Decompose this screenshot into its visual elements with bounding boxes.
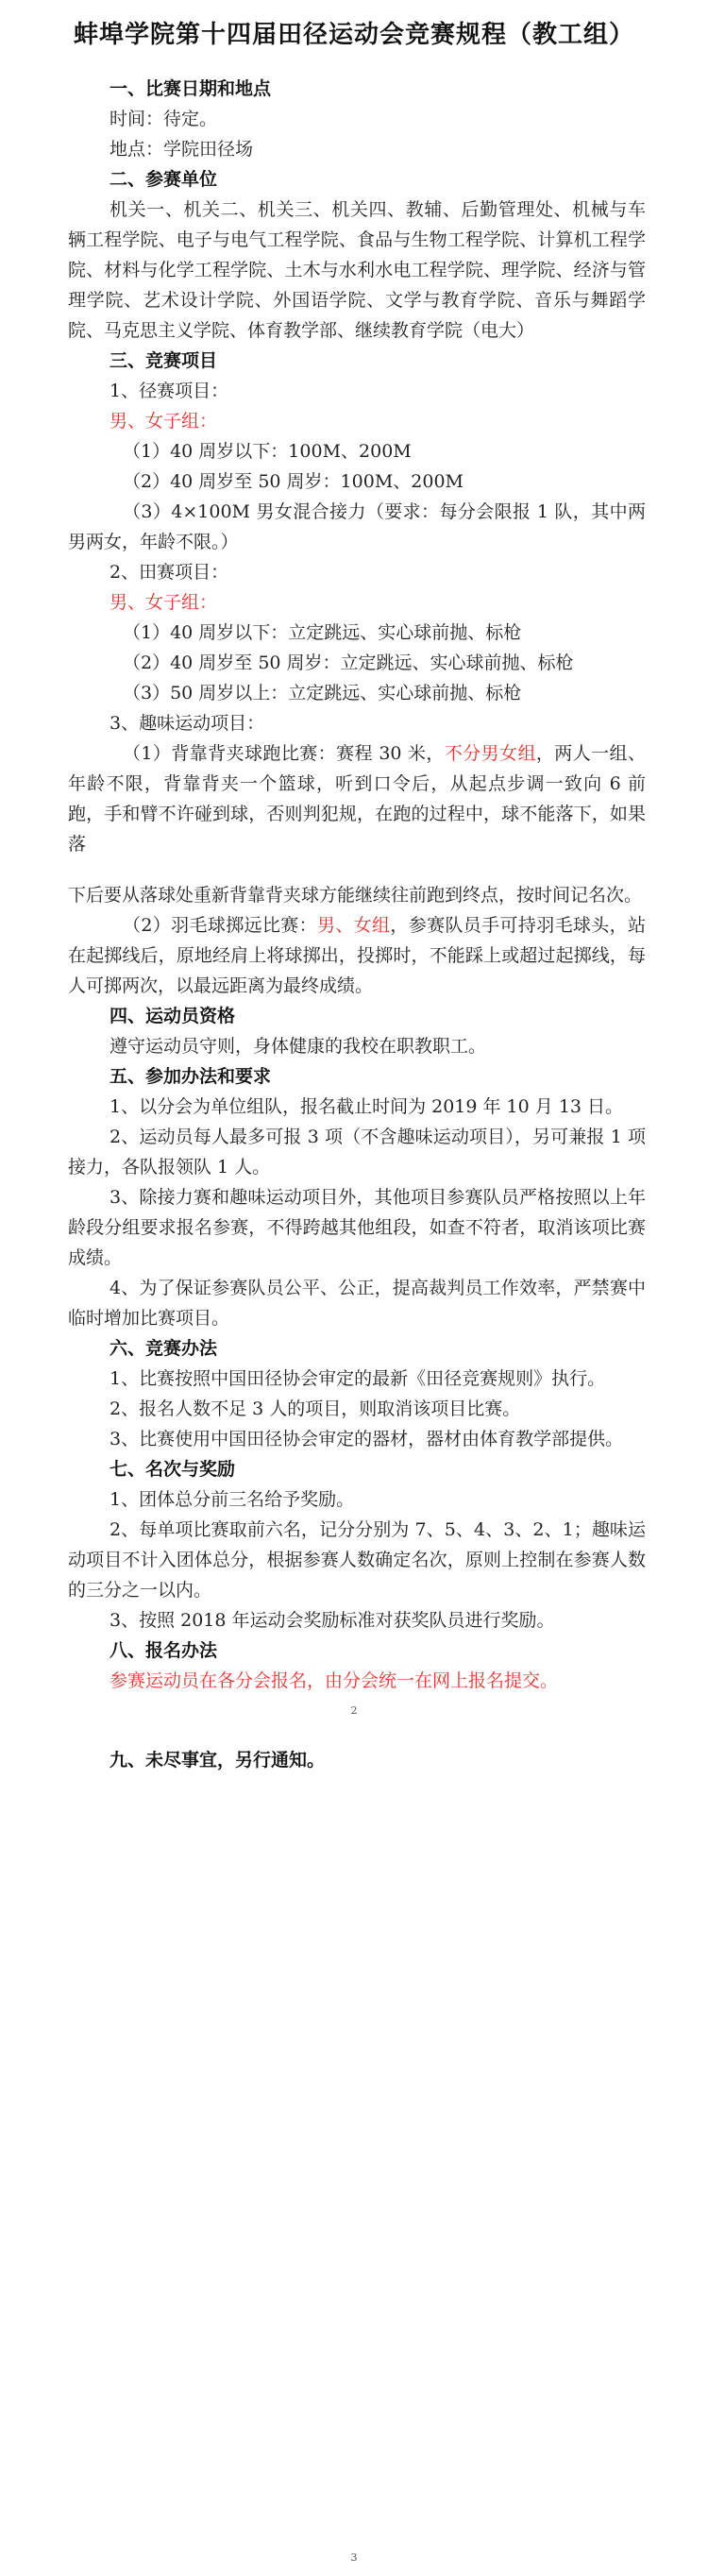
section-heading-signup: 八、报名办法 [110, 1640, 218, 1661]
fun-event-2-text: （2）羽毛球掷远比赛： [123, 915, 317, 936]
fun-event-1-text-cont: ，两人一组、年龄不限，背靠背夹一个篮球，听到口令后，从起点步调一致向 6 前跑，手和臂不许碰到球，否则判犯规，在跑的过程中，球不能落下，如果落 [68, 743, 646, 855]
field-group-label: 男、女子组： [110, 592, 218, 613]
track-events-title: 1、径赛项目： [110, 381, 229, 401]
fun-event-2-highlight: 男、女组 [316, 915, 391, 936]
method-item: 3、比赛使用中国田径协会审定的器材，器材由体育教学部提供。 [110, 1429, 624, 1449]
document-body [68, 74, 646, 1696]
field-item: （1）40 周岁以下：立定跳远、实心球前抛、标枪 [123, 622, 522, 643]
award-item: 2、每单项比赛取前六名，记分分别为 7、5、4、3、2、1；趣味运动项目不计入团体总分，根据参赛人数确定名次，原则上控制在参赛人数的三分之一以内。 [68, 1519, 646, 1601]
field-item: （2）40 周岁至 50 周岁：立定跳远、实心球前抛、标枪 [123, 652, 574, 673]
method-item: 1、比赛按照中国田径协会审定的最新《田径竞赛规则》执行。 [110, 1368, 606, 1389]
fun-event-1-highlight: 不分男女组 [444, 743, 536, 764]
document-title: 蚌埠学院第十四届田径运动会竞赛规程（教工组） [73, 21, 634, 49]
signup-text: 参赛运动员在各分会报名，由分会统一在网上报名提交。 [110, 1670, 559, 1691]
fun-events-title: 3、趣味运动项目： [110, 713, 265, 734]
participating-units: 机关一、机关二、机关三、机关四、教辅、后勤管理处、机械与车辆工程学院、电子与电气工程学院、食品与生物工程学院、计算机工程学院、材料与化学工程学院、土木与水利水电工程学院、理学院、经济与管理学院、艺术设计学院、外国语学院、文学与教育学院、音乐与舞蹈学院、马克思主义学院、体育教学部、继续教育学院（电大） [68, 199, 646, 341]
rule-item: 1、以分会为单位组队，报名截止时间为 2019 年 10 月 13 日。 [110, 1096, 624, 1117]
field-events-title: 2、田赛项目： [110, 562, 229, 583]
track-item: （1）40 周岁以下：100M、200M [123, 441, 412, 462]
rule-item: 3、除接力赛和趣味运动项目外，其他项目参赛队员严格按照以上年龄段分组要求报名参赛，不得跨越其他组段，如查不符者，取消该项比赛成绩。 [68, 1187, 646, 1268]
rule-item: 2、运动员每人最多可报 3 项（不含趣味运动项目），另可兼报 1 项接力，各队报领队 1 人。 [68, 1127, 646, 1178]
section-heading-units: 二、参赛单位 [110, 169, 218, 190]
track-group-label: 男、女子组： [110, 411, 218, 432]
section-heading-events: 三、竞赛项目 [110, 350, 218, 371]
rule-item: 4、为了保证参赛队员公平、公正，提高裁判员工作效率，严禁赛中临时增加比赛项目。 [68, 1278, 646, 1329]
page-number: 2 [350, 1704, 358, 1717]
section-heading-competition-method: 六、竞赛办法 [110, 1338, 218, 1359]
fun-event-1-continuation: 下后要从落球处重新背靠背夹球方能继续往前跑到终点，按时间记名次。 [68, 885, 643, 906]
fun-event-back-to-back [68, 738, 646, 859]
section-heading-registration-rules: 五、参加办法和要求 [110, 1066, 272, 1087]
method-item: 2、报名人数不足 3 人的项目，则取消该项目比赛。 [110, 1398, 521, 1419]
track-item: （2）40 周岁至 50 周岁：100M、200M [123, 471, 464, 492]
award-item: 1、团体总分前三名给予奖励。 [110, 1489, 355, 1510]
competition-time: 时间：待定。 [110, 109, 218, 129]
section-heading-awards: 七、名次与奖励 [110, 1459, 236, 1480]
field-item: （3）50 周岁以上：立定跳远、实心球前抛、标枪 [123, 683, 522, 703]
page-number: 3 [350, 2551, 358, 2564]
section-heading-dates: 一、比赛日期和地点 [110, 78, 272, 99]
award-item: 3、按照 2018 年运动会奖励标准对获奖队员进行奖励。 [110, 1610, 555, 1631]
fun-event-2-text-cont: ，参赛队员手可持羽毛球头，站在起掷线后，原地经肩上将球掷出，投掷时，不能踩上或超过起掷线，每人可掷两次，以最远距离为最终成绩。 [68, 915, 646, 996]
section-heading-eligibility: 四、运动员资格 [110, 1006, 236, 1026]
fun-event-1-text: （1）背靠背夹球跑比赛：赛程 30 米， [123, 743, 445, 764]
fun-event-badminton-throw [68, 910, 646, 1001]
section-heading-other-matters: 九、未尽事宜，另行通知。 [110, 1750, 326, 1771]
eligibility-text: 遵守运动员守则，身体健康的我校在职教职工。 [110, 1036, 487, 1057]
competition-place: 地点：学院田径场 [110, 139, 254, 160]
track-item: （3）4×100M 男女混合接力（要求：每分会限报 1 队，其中两男两女，年龄不限。） [68, 501, 646, 552]
